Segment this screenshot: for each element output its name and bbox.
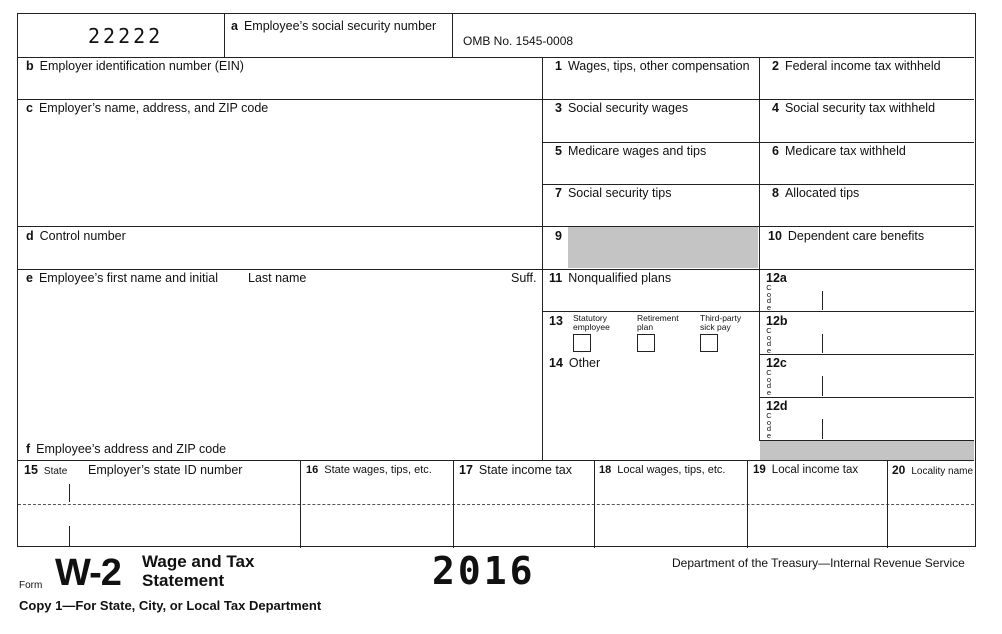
- third-party-sick-pay-label: Third-party sick pay: [700, 313, 742, 332]
- divider: [822, 419, 823, 439]
- divider: [759, 57, 760, 440]
- divider: [224, 14, 225, 57]
- box-17-label: 17 State income tax: [459, 463, 573, 477]
- divider: [453, 460, 454, 548]
- box-2-label: 2 Federal income tax withheld: [772, 59, 941, 73]
- divider: [542, 57, 543, 460]
- divider: [542, 184, 974, 185]
- box-15-employer-state-id: Employer’s state ID number: [88, 463, 243, 477]
- statutory-employee-label: Statutory employee: [573, 313, 610, 332]
- box-c-label: c Employer’s name, address, and ZIP code: [26, 101, 269, 115]
- box-4-label: 4 Social security tax withheld: [772, 101, 936, 115]
- box-12d-label: 12d: [766, 399, 788, 413]
- box-1-label: 1 Wages, tips, other compensation: [555, 59, 750, 73]
- box-3-label: 3 Social security wages: [555, 101, 689, 115]
- box-12a-label: 12a: [766, 271, 787, 285]
- box-7-label: 7 Social security tips: [555, 186, 672, 200]
- form-name: W-2: [55, 552, 121, 594]
- divider: [887, 460, 888, 548]
- statutory-employee-checkbox[interactable]: [573, 334, 591, 352]
- dashed-divider: [18, 504, 974, 505]
- box-a-label: a Employee’s social security number: [231, 19, 437, 33]
- box-19-label: 19 Local income tax: [753, 464, 859, 476]
- divider: [594, 460, 595, 548]
- third-party-sick-pay-checkbox[interactable]: [700, 334, 718, 352]
- form-word: Form: [19, 580, 43, 591]
- divider: [69, 484, 70, 502]
- divider: [759, 440, 974, 441]
- box-e-suffix: Suff.: [511, 271, 537, 285]
- omb-number: OMB No. 1545-0008: [463, 34, 574, 48]
- box-18-label: 18 Local wages, tips, etc.: [599, 464, 726, 476]
- code-label: C o d e: [766, 283, 772, 312]
- copy-designation: Copy 1—For State, City, or Local Tax Department: [19, 598, 322, 613]
- divider: [759, 397, 974, 398]
- box-d-label: d Control number: [26, 229, 126, 243]
- code-label: C o d e: [766, 326, 772, 355]
- shade-bar: [760, 440, 974, 460]
- box-14-label: 14 Other: [549, 356, 601, 370]
- form-title-line1: Wage and Tax: [142, 552, 255, 571]
- agency-name: Department of the Treasury—Internal Revenue Service: [672, 556, 965, 570]
- tax-year: 2016: [432, 549, 536, 593]
- divider: [452, 14, 453, 57]
- box-11-label: 11 Nonqualified plans: [549, 271, 672, 285]
- divider: [822, 334, 823, 353]
- divider: [300, 460, 301, 548]
- retirement-plan-label: Retirement plan: [637, 313, 679, 332]
- divider: [18, 269, 974, 270]
- box-10-label: 10 Dependent care benefits: [768, 229, 925, 243]
- void-code: 22222: [88, 24, 164, 48]
- box-5-label: 5 Medicare wages and tips: [555, 144, 707, 158]
- divider: [747, 460, 748, 548]
- box-12c-label: 12c: [766, 356, 787, 370]
- divider: [542, 311, 974, 312]
- box-13-label: 13: [549, 314, 563, 328]
- retirement-plan-checkbox[interactable]: [637, 334, 655, 352]
- box-b-label: b Employer identification number (EIN): [26, 59, 244, 73]
- divider: [18, 57, 974, 58]
- divider: [18, 226, 974, 227]
- box-f-label: f Employee’s address and ZIP code: [26, 442, 227, 456]
- box-15-label: 15 State: [24, 463, 68, 477]
- form-title-line2: Statement: [142, 571, 225, 590]
- code-label: C o d e: [766, 368, 772, 397]
- box-20-label: 20 Locality name: [892, 463, 974, 477]
- w2-form: [17, 13, 976, 547]
- box-e-label: e Employee’s first name and initial: [26, 271, 218, 285]
- divider: [822, 291, 823, 310]
- divider: [822, 376, 823, 396]
- box-8-label: 8 Allocated tips: [772, 186, 860, 200]
- box-16-label: 16 State wages, tips, etc.: [306, 464, 432, 476]
- box-9-shade: [568, 227, 758, 268]
- divider: [18, 460, 974, 461]
- divider: [69, 526, 70, 546]
- divider: [542, 142, 974, 143]
- divider: [759, 354, 974, 355]
- code-label: C o d e: [766, 411, 772, 440]
- box-e-last-name: Last name: [248, 271, 307, 285]
- box-9-label: 9: [555, 229, 562, 243]
- box-6-label: 6 Medicare tax withheld: [772, 144, 906, 158]
- divider: [18, 99, 974, 100]
- box-12b-label: 12b: [766, 314, 788, 328]
